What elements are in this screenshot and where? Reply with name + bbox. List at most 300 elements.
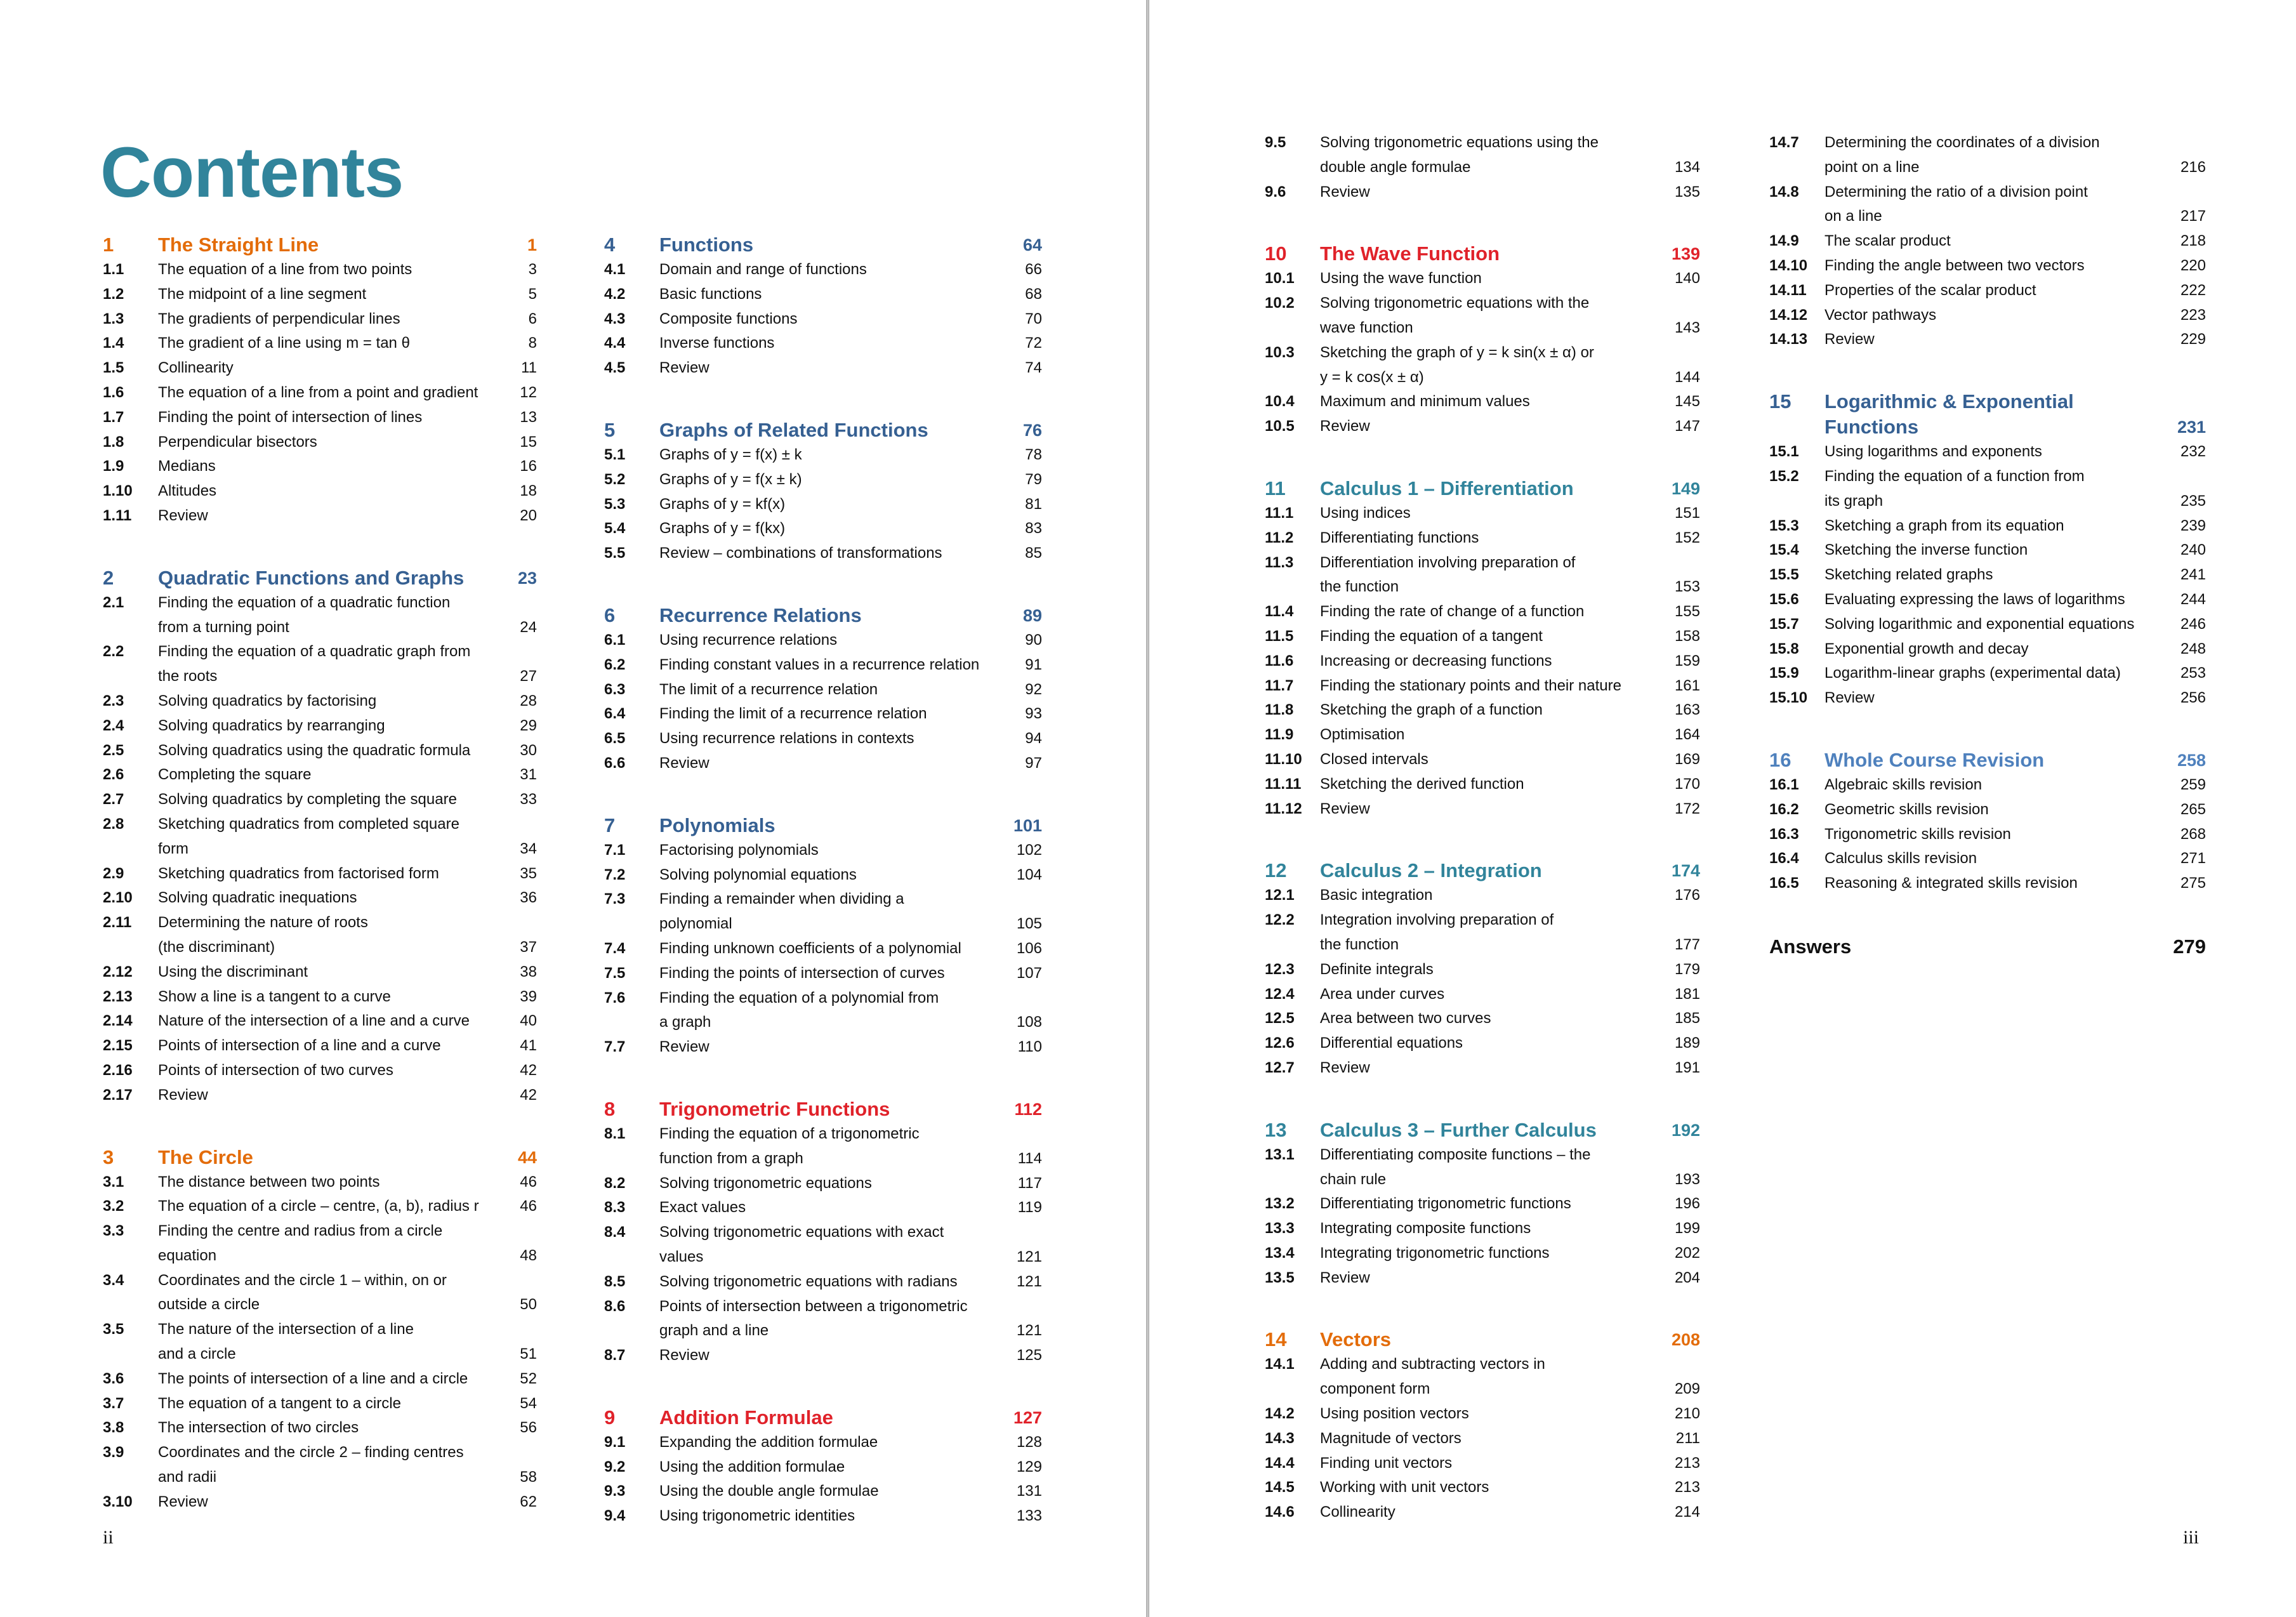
chapter-title[interactable]: The Circle: [158, 1145, 253, 1168]
section-entry[interactable]: [103, 331, 537, 356]
section-entry[interactable]: [103, 479, 537, 504]
chapter-heading[interactable]: [604, 1405, 1042, 1430]
section-entry[interactable]: [604, 517, 1042, 541]
chapter-title[interactable]: Logarithmic & Exponential: [1824, 390, 2074, 413]
section-title[interactable]: Altitudes: [158, 482, 217, 500]
section-entry[interactable]: [103, 1342, 537, 1367]
chapter-heading[interactable]: [1265, 858, 1700, 883]
chapter-heading[interactable]: [604, 418, 1042, 443]
section-title[interactable]: Basic integration: [1320, 887, 1433, 904]
section-entry[interactable]: [604, 653, 1042, 678]
section-entry[interactable]: [1265, 883, 1700, 908]
section-entry[interactable]: [103, 1034, 537, 1059]
section-entry[interactable]: [1265, 390, 1700, 414]
section-entry[interactable]: [604, 1196, 1042, 1220]
section-entry[interactable]: [103, 935, 537, 960]
section-entry[interactable]: [1265, 1402, 1700, 1427]
section-entry[interactable]: [604, 678, 1042, 703]
section-title[interactable]: Determining the nature of roots: [158, 914, 368, 932]
section-title[interactable]: The midpoint of a line segment: [158, 285, 367, 303]
section-title[interactable]: Vector pathways: [1824, 306, 1937, 324]
section-title[interactable]: Solving quadratics by factorising: [158, 692, 377, 710]
section-title[interactable]: The points of intersection of a line and a circle: [158, 1370, 468, 1387]
section-entry[interactable]: [1265, 1143, 1700, 1168]
section-title[interactable]: Finding the equation of a quadratic graph from: [158, 643, 471, 661]
section-entry[interactable]: [103, 714, 537, 739]
section-title[interactable]: the function: [1320, 935, 1399, 953]
section-entry[interactable]: [604, 282, 1042, 307]
section-entry[interactable]: [103, 454, 537, 479]
section-title[interactable]: Domain and range of functions: [659, 261, 867, 278]
section-title[interactable]: Review: [158, 1493, 208, 1510]
section-title[interactable]: Expanding the addition formulae: [659, 1433, 878, 1451]
section-entry[interactable]: [604, 986, 1042, 1011]
section-entry[interactable]: [1769, 538, 2206, 563]
section-entry[interactable]: [103, 812, 537, 837]
chapter-title[interactable]: Calculus 3 – Further Calculus: [1320, 1118, 1597, 1141]
chapter-heading[interactable]: [1769, 414, 2206, 440]
chapter-heading[interactable]: [1265, 241, 1700, 267]
section-entry[interactable]: [103, 307, 537, 332]
section-entry[interactable]: [1265, 600, 1700, 624]
section-entry[interactable]: [604, 628, 1042, 653]
section-title[interactable]: Graphs of y = kf(x): [659, 495, 786, 513]
section-title[interactable]: Perpendicular bisectors: [158, 433, 317, 451]
section-title[interactable]: Integrating composite functions: [1320, 1220, 1531, 1238]
section-title[interactable]: Differentiating functions: [1320, 529, 1479, 546]
section-title[interactable]: Using trigonometric identities: [659, 1507, 855, 1525]
section-title[interactable]: Finding the equation of a quadratic function: [158, 593, 451, 611]
section-title[interactable]: Finding the rate of change of a function: [1320, 603, 1585, 621]
section-title[interactable]: equation: [158, 1246, 217, 1264]
section-title[interactable]: Points of intersection of two curves: [158, 1061, 393, 1079]
section-entry[interactable]: [103, 911, 537, 935]
chapter-heading[interactable]: [1769, 389, 2206, 414]
section-entry[interactable]: [604, 1035, 1042, 1060]
section-entry[interactable]: [103, 1009, 537, 1034]
section-entry[interactable]: [1265, 1451, 1700, 1476]
chapter-heading[interactable]: [604, 232, 1042, 258]
section-entry[interactable]: [103, 616, 537, 640]
section-title[interactable]: and radii: [158, 1468, 217, 1486]
section-title[interactable]: Finding constant values in a recurrence relation: [659, 656, 980, 673]
section-title[interactable]: Solving trigonometric equations with radians: [659, 1272, 958, 1290]
section-title[interactable]: The distance between two points: [158, 1173, 380, 1191]
section-title[interactable]: Finding a remainder when dividing a: [659, 890, 904, 908]
section-title[interactable]: The equation of a line from two points: [158, 261, 412, 278]
section-entry[interactable]: [1769, 612, 2206, 637]
section-entry[interactable]: [103, 1269, 537, 1293]
section-entry[interactable]: [604, 258, 1042, 282]
section-title[interactable]: Review: [1320, 183, 1370, 201]
section-entry[interactable]: [103, 1441, 537, 1465]
section-entry[interactable]: [1769, 773, 2206, 798]
section-entry[interactable]: [1265, 698, 1700, 723]
section-entry[interactable]: [1265, 1500, 1700, 1525]
section-title[interactable]: Using the discriminant: [158, 963, 308, 980]
section-entry[interactable]: [1769, 822, 2206, 847]
section-entry[interactable]: [103, 763, 537, 788]
section-entry[interactable]: [604, 1504, 1042, 1529]
section-title[interactable]: Calculus skills revision: [1824, 850, 1977, 868]
section-entry[interactable]: [604, 751, 1042, 776]
section-entry[interactable]: [604, 1245, 1042, 1270]
section-title[interactable]: The gradients of perpendicular lines: [158, 310, 400, 327]
section-entry[interactable]: [1769, 229, 2206, 254]
section-title[interactable]: Properties of the scalar product: [1824, 281, 2036, 299]
section-entry[interactable]: [1265, 131, 1700, 155]
section-title[interactable]: Review: [1824, 331, 1875, 348]
section-entry[interactable]: [604, 727, 1042, 751]
section-entry[interactable]: [103, 1219, 537, 1244]
chapter-heading[interactable]: [1265, 1327, 1700, 1352]
section-entry[interactable]: [604, 912, 1042, 937]
section-title[interactable]: Solving logarithmic and exponential equations: [1824, 615, 2135, 633]
section-title[interactable]: its graph: [1824, 492, 1884, 510]
section-entry[interactable]: [604, 468, 1042, 492]
section-title[interactable]: component form: [1320, 1380, 1430, 1398]
section-entry[interactable]: [1265, 501, 1700, 526]
section-entry[interactable]: [103, 1170, 537, 1195]
section-title[interactable]: Sketching the derived function: [1320, 775, 1524, 793]
section-entry[interactable]: [103, 837, 537, 862]
section-title[interactable]: The nature of the intersection of a line: [158, 1321, 414, 1338]
section-entry[interactable]: [604, 443, 1042, 468]
section-entry[interactable]: [604, 492, 1042, 517]
chapter-title[interactable]: Recurrence Relations: [659, 604, 862, 626]
chapter-title[interactable]: Calculus 1 – Differentiation: [1320, 477, 1574, 499]
section-title[interactable]: Sketching quadratics from completed square: [158, 815, 459, 833]
section-title[interactable]: Completing the square: [158, 766, 312, 784]
section-entry[interactable]: [604, 1319, 1042, 1343]
section-title[interactable]: outside a circle: [158, 1296, 260, 1314]
section-title[interactable]: polynomial: [659, 915, 732, 933]
chapter-heading[interactable]: [103, 1145, 537, 1170]
section-entry[interactable]: [1769, 204, 2206, 229]
section-entry[interactable]: [103, 788, 537, 812]
chapter-title[interactable]: The Wave Function: [1320, 242, 1500, 265]
section-title[interactable]: Review: [659, 754, 709, 772]
section-title[interactable]: Determining the coordinates of a division: [1824, 134, 2100, 151]
section-title[interactable]: Using recurrence relations in contexts: [659, 730, 914, 748]
section-title[interactable]: Maximum and minimum values: [1320, 393, 1530, 411]
section-title[interactable]: Reasoning & integrated skills revision: [1824, 874, 2078, 892]
section-entry[interactable]: [604, 1455, 1042, 1480]
section-entry[interactable]: [103, 1465, 537, 1490]
section-title[interactable]: Area under curves: [1320, 985, 1445, 1003]
section-entry[interactable]: [604, 937, 1042, 961]
section-title[interactable]: Evaluating expressing the laws of logarithms: [1824, 590, 2125, 608]
section-title[interactable]: Composite functions: [659, 310, 798, 327]
section-entry[interactable]: [1265, 933, 1700, 958]
section-entry[interactable]: [1769, 661, 2206, 686]
section-entry[interactable]: [604, 1147, 1042, 1172]
section-title[interactable]: y = k cos(x ± α): [1320, 368, 1424, 386]
section-title[interactable]: function from a graph: [659, 1149, 803, 1167]
section-title[interactable]: Sketching quadratics from factorised form: [158, 864, 439, 882]
section-entry[interactable]: [1265, 1006, 1700, 1031]
section-entry[interactable]: [1265, 316, 1700, 341]
section-title[interactable]: Differential equations: [1320, 1034, 1463, 1052]
section-title[interactable]: Magnitude of vectors: [1320, 1429, 1461, 1447]
section-entry[interactable]: [1769, 686, 2206, 711]
section-title[interactable]: double angle formulae: [1320, 158, 1471, 176]
section-title[interactable]: Trigonometric skills revision: [1824, 825, 2011, 843]
section-title[interactable]: chain rule: [1320, 1170, 1387, 1188]
section-entry[interactable]: [103, 1392, 537, 1416]
section-entry[interactable]: [604, 1122, 1042, 1147]
chapter-title[interactable]: Graphs of Related Functions: [659, 418, 928, 441]
section-title[interactable]: Review: [1320, 800, 1370, 817]
section-entry[interactable]: [604, 307, 1042, 332]
section-entry[interactable]: [1265, 908, 1700, 933]
section-entry[interactable]: [1769, 180, 2206, 205]
section-title[interactable]: Closed intervals: [1320, 750, 1428, 768]
section-title[interactable]: Finding the stationary points and their nature: [1320, 676, 1621, 694]
section-entry[interactable]: [1769, 327, 2206, 352]
section-entry[interactable]: [1265, 624, 1700, 649]
section-entry[interactable]: [103, 1293, 537, 1317]
section-entry[interactable]: [1265, 1241, 1700, 1266]
section-title[interactable]: Integrating trigonometric functions: [1320, 1244, 1550, 1262]
section-entry[interactable]: [1265, 1217, 1700, 1241]
section-title[interactable]: The equation of a tangent to a circle: [158, 1394, 401, 1412]
section-title[interactable]: Differentiation involving preparation of: [1320, 553, 1576, 571]
section-entry[interactable]: [604, 1172, 1042, 1196]
section-entry[interactable]: [1769, 254, 2206, 279]
chapter-heading[interactable]: [1769, 748, 2206, 773]
section-title[interactable]: point on a line: [1824, 158, 1920, 176]
section-title[interactable]: Using recurrence relations: [659, 631, 838, 649]
section-entry[interactable]: [1769, 563, 2206, 588]
section-title[interactable]: Review: [158, 1086, 208, 1104]
answers-label[interactable]: Answers: [1769, 935, 1852, 958]
section-entry[interactable]: [1265, 1192, 1700, 1217]
section-title[interactable]: Review: [158, 506, 208, 524]
section-title[interactable]: values: [659, 1248, 704, 1265]
section-entry[interactable]: [604, 961, 1042, 986]
section-title[interactable]: The intersection of two circles: [158, 1419, 359, 1437]
section-title[interactable]: Finding unknown coefficients of a polynomial: [659, 939, 961, 957]
section-entry[interactable]: [1265, 1427, 1700, 1451]
section-entry[interactable]: [604, 1479, 1042, 1504]
section-title[interactable]: Graphs of y = f(kx): [659, 520, 786, 538]
section-title[interactable]: the function: [1320, 578, 1399, 596]
section-entry[interactable]: [103, 381, 537, 406]
section-entry[interactable]: [1769, 279, 2206, 303]
section-title[interactable]: Using indices: [1320, 504, 1411, 522]
section-entry[interactable]: [103, 504, 537, 529]
section-title[interactable]: and a circle: [158, 1345, 236, 1363]
section-entry[interactable]: [604, 1295, 1042, 1319]
section-title[interactable]: Review: [1824, 689, 1875, 707]
section-title[interactable]: Finding the equation of a function from: [1824, 467, 2085, 485]
chapter-title[interactable]: Polynomials: [659, 814, 775, 836]
section-title[interactable]: Adding and subtracting vectors in: [1320, 1356, 1545, 1373]
section-entry[interactable]: [103, 430, 537, 455]
section-title[interactable]: form: [158, 840, 188, 857]
section-entry[interactable]: [1265, 1475, 1700, 1500]
section-entry[interactable]: [103, 406, 537, 430]
section-entry[interactable]: [1769, 465, 2206, 489]
chapter-title[interactable]: Vectors: [1320, 1328, 1392, 1351]
chapter-heading[interactable]: [604, 603, 1042, 628]
section-title[interactable]: the roots: [158, 668, 218, 685]
section-entry[interactable]: [1265, 155, 1700, 180]
chapter-heading[interactable]: [604, 813, 1042, 838]
section-entry[interactable]: [1265, 797, 1700, 822]
section-entry[interactable]: [1265, 748, 1700, 772]
section-title[interactable]: from a turning point: [158, 618, 289, 636]
section-entry[interactable]: [1769, 131, 2206, 155]
chapter-title[interactable]: Trigonometric Functions: [659, 1097, 890, 1120]
section-entry[interactable]: [103, 886, 537, 911]
section-entry[interactable]: [103, 739, 537, 763]
section-title[interactable]: Basic functions: [659, 285, 762, 303]
section-title[interactable]: Collinearity: [1320, 1503, 1395, 1521]
section-entry[interactable]: [604, 1430, 1042, 1455]
section-title[interactable]: Graphs of y = f(x ± k): [659, 470, 802, 488]
section-title[interactable]: Finding the equation of a tangent: [1320, 627, 1543, 645]
section-title[interactable]: Definite integrals: [1320, 960, 1434, 978]
section-title[interactable]: Area between two curves: [1320, 1010, 1491, 1027]
section-title[interactable]: Finding the equation of a polynomial from: [659, 989, 939, 1006]
chapter-heading[interactable]: [103, 232, 537, 258]
section-title[interactable]: Finding the points of intersection of curves: [659, 964, 945, 982]
section-title[interactable]: Solving polynomial equations: [659, 866, 857, 883]
section-title[interactable]: Review: [1320, 1269, 1370, 1286]
section-title[interactable]: Points of intersection of a line and a curve: [158, 1037, 441, 1055]
section-title[interactable]: Solving quadratics by rearranging: [158, 716, 385, 734]
section-entry[interactable]: [1265, 674, 1700, 699]
section-entry[interactable]: [1265, 551, 1700, 576]
chapter-title[interactable]: The Straight Line: [158, 234, 319, 256]
section-entry[interactable]: [604, 1220, 1042, 1245]
section-entry[interactable]: [604, 331, 1042, 356]
section-title[interactable]: Sketching related graphs: [1824, 566, 1993, 584]
section-entry[interactable]: [1265, 723, 1700, 748]
section-entry[interactable]: [103, 862, 537, 887]
section-title[interactable]: Solving trigonometric equations with the: [1320, 294, 1590, 312]
section-title[interactable]: Sketching the inverse function: [1824, 541, 2028, 559]
section-title[interactable]: Medians: [158, 458, 216, 475]
section-title[interactable]: Solving trigonometric equations: [659, 1174, 872, 1192]
section-title[interactable]: Sketching a graph from its equation: [1824, 517, 2064, 534]
section-entry[interactable]: [1265, 291, 1700, 316]
section-title[interactable]: Solving trigonometric equations using the: [1320, 134, 1599, 151]
section-entry[interactable]: [103, 640, 537, 664]
section-entry[interactable]: [1265, 414, 1700, 439]
section-title[interactable]: Finding unit vectors: [1320, 1454, 1453, 1472]
section-title[interactable]: Exact values: [659, 1199, 746, 1217]
section-title[interactable]: Coordinates and the circle 2 – finding centres: [158, 1444, 464, 1462]
section-title[interactable]: Increasing or decreasing functions: [1320, 652, 1552, 670]
section-entry[interactable]: [604, 541, 1042, 566]
chapter-title[interactable]: Functions: [659, 234, 754, 256]
section-entry[interactable]: [103, 258, 537, 282]
section-entry[interactable]: [1769, 303, 2206, 328]
section-entry[interactable]: [604, 1270, 1042, 1295]
section-entry[interactable]: [1265, 341, 1700, 366]
section-title[interactable]: Optimisation: [1320, 726, 1405, 744]
chapter-title[interactable]: Functions: [1824, 416, 1919, 439]
section-title[interactable]: Determining the ratio of a division point: [1824, 183, 2088, 201]
section-title[interactable]: Logarithm-linear graphs (experimental data): [1824, 664, 2121, 682]
section-entry[interactable]: [604, 887, 1042, 912]
chapter-heading[interactable]: [1265, 476, 1700, 501]
section-entry[interactable]: [103, 1194, 537, 1219]
section-entry[interactable]: [1265, 526, 1700, 551]
section-entry[interactable]: [1265, 575, 1700, 600]
section-entry[interactable]: [1769, 637, 2206, 662]
section-title[interactable]: Factorising polynomials: [659, 841, 819, 859]
section-entry[interactable]: [1265, 1377, 1700, 1402]
section-title[interactable]: (the discriminant): [158, 938, 275, 956]
section-entry[interactable]: [1769, 871, 2206, 896]
section-title[interactable]: Sketching the graph of a function: [1320, 701, 1543, 719]
section-title[interactable]: Review: [1320, 418, 1370, 435]
section-entry[interactable]: [1265, 1168, 1700, 1192]
section-entry[interactable]: [103, 1416, 537, 1441]
section-title[interactable]: Using the addition formulae: [659, 1458, 845, 1475]
section-entry[interactable]: [103, 664, 537, 689]
section-title[interactable]: Using the double angle formulae: [659, 1482, 879, 1500]
section-title[interactable]: wave function: [1320, 319, 1413, 336]
section-entry[interactable]: [1265, 649, 1700, 674]
section-entry[interactable]: [604, 1343, 1042, 1368]
section-entry[interactable]: [103, 1367, 537, 1392]
section-entry[interactable]: [1265, 1056, 1700, 1081]
section-title[interactable]: on a line: [1824, 208, 1882, 225]
section-title[interactable]: Exponential growth and decay: [1824, 640, 2029, 657]
section-entry[interactable]: [1769, 514, 2206, 539]
section-title[interactable]: Review: [659, 1038, 709, 1056]
section-title[interactable]: Finding the point of intersection of lines: [158, 408, 423, 426]
chapter-title[interactable]: Calculus 2 – Integration: [1320, 859, 1542, 882]
chapter-title[interactable]: Quadratic Functions and Graphs: [158, 566, 465, 589]
section-title[interactable]: Finding the centre and radius from a circle: [158, 1222, 443, 1240]
section-title[interactable]: Review: [659, 1347, 709, 1364]
chapter-heading[interactable]: [1265, 1118, 1700, 1143]
section-entry[interactable]: [103, 985, 537, 1010]
section-title[interactable]: a graph: [659, 1013, 711, 1031]
section-title[interactable]: Working with unit vectors: [1320, 1479, 1489, 1496]
section-entry[interactable]: [103, 356, 537, 381]
section-entry[interactable]: [103, 1244, 537, 1269]
section-entry[interactable]: [1769, 155, 2206, 180]
section-title[interactable]: The limit of a recurrence relation: [659, 680, 878, 698]
section-title[interactable]: Algebraic skills revision: [1824, 776, 1983, 793]
section-entry[interactable]: [1265, 180, 1700, 205]
section-title[interactable]: Points of intersection between a trigonometric: [659, 1297, 968, 1315]
section-title[interactable]: Solving quadratics by completing the square: [158, 791, 457, 808]
section-title[interactable]: Using logarithms and exponents: [1824, 443, 2042, 461]
chapter-heading[interactable]: [103, 565, 537, 591]
answers-entry[interactable]: [1769, 933, 2206, 961]
section-title[interactable]: Finding the limit of a recurrence relation: [659, 705, 927, 723]
section-title[interactable]: Nature of the intersection of a line and a curve: [158, 1012, 470, 1030]
section-title[interactable]: Finding the equation of a trigonometric: [659, 1125, 920, 1142]
section-entry[interactable]: [1769, 847, 2206, 871]
section-title[interactable]: Collinearity: [158, 359, 234, 377]
section-entry[interactable]: [1769, 798, 2206, 822]
section-title[interactable]: Integration involving preparation of: [1320, 911, 1554, 929]
section-entry[interactable]: [604, 1010, 1042, 1035]
section-entry[interactable]: [604, 863, 1042, 888]
section-entry[interactable]: [1265, 366, 1700, 390]
chapter-heading[interactable]: [604, 1097, 1042, 1122]
section-title[interactable]: Review – combinations of transformations: [659, 544, 942, 562]
